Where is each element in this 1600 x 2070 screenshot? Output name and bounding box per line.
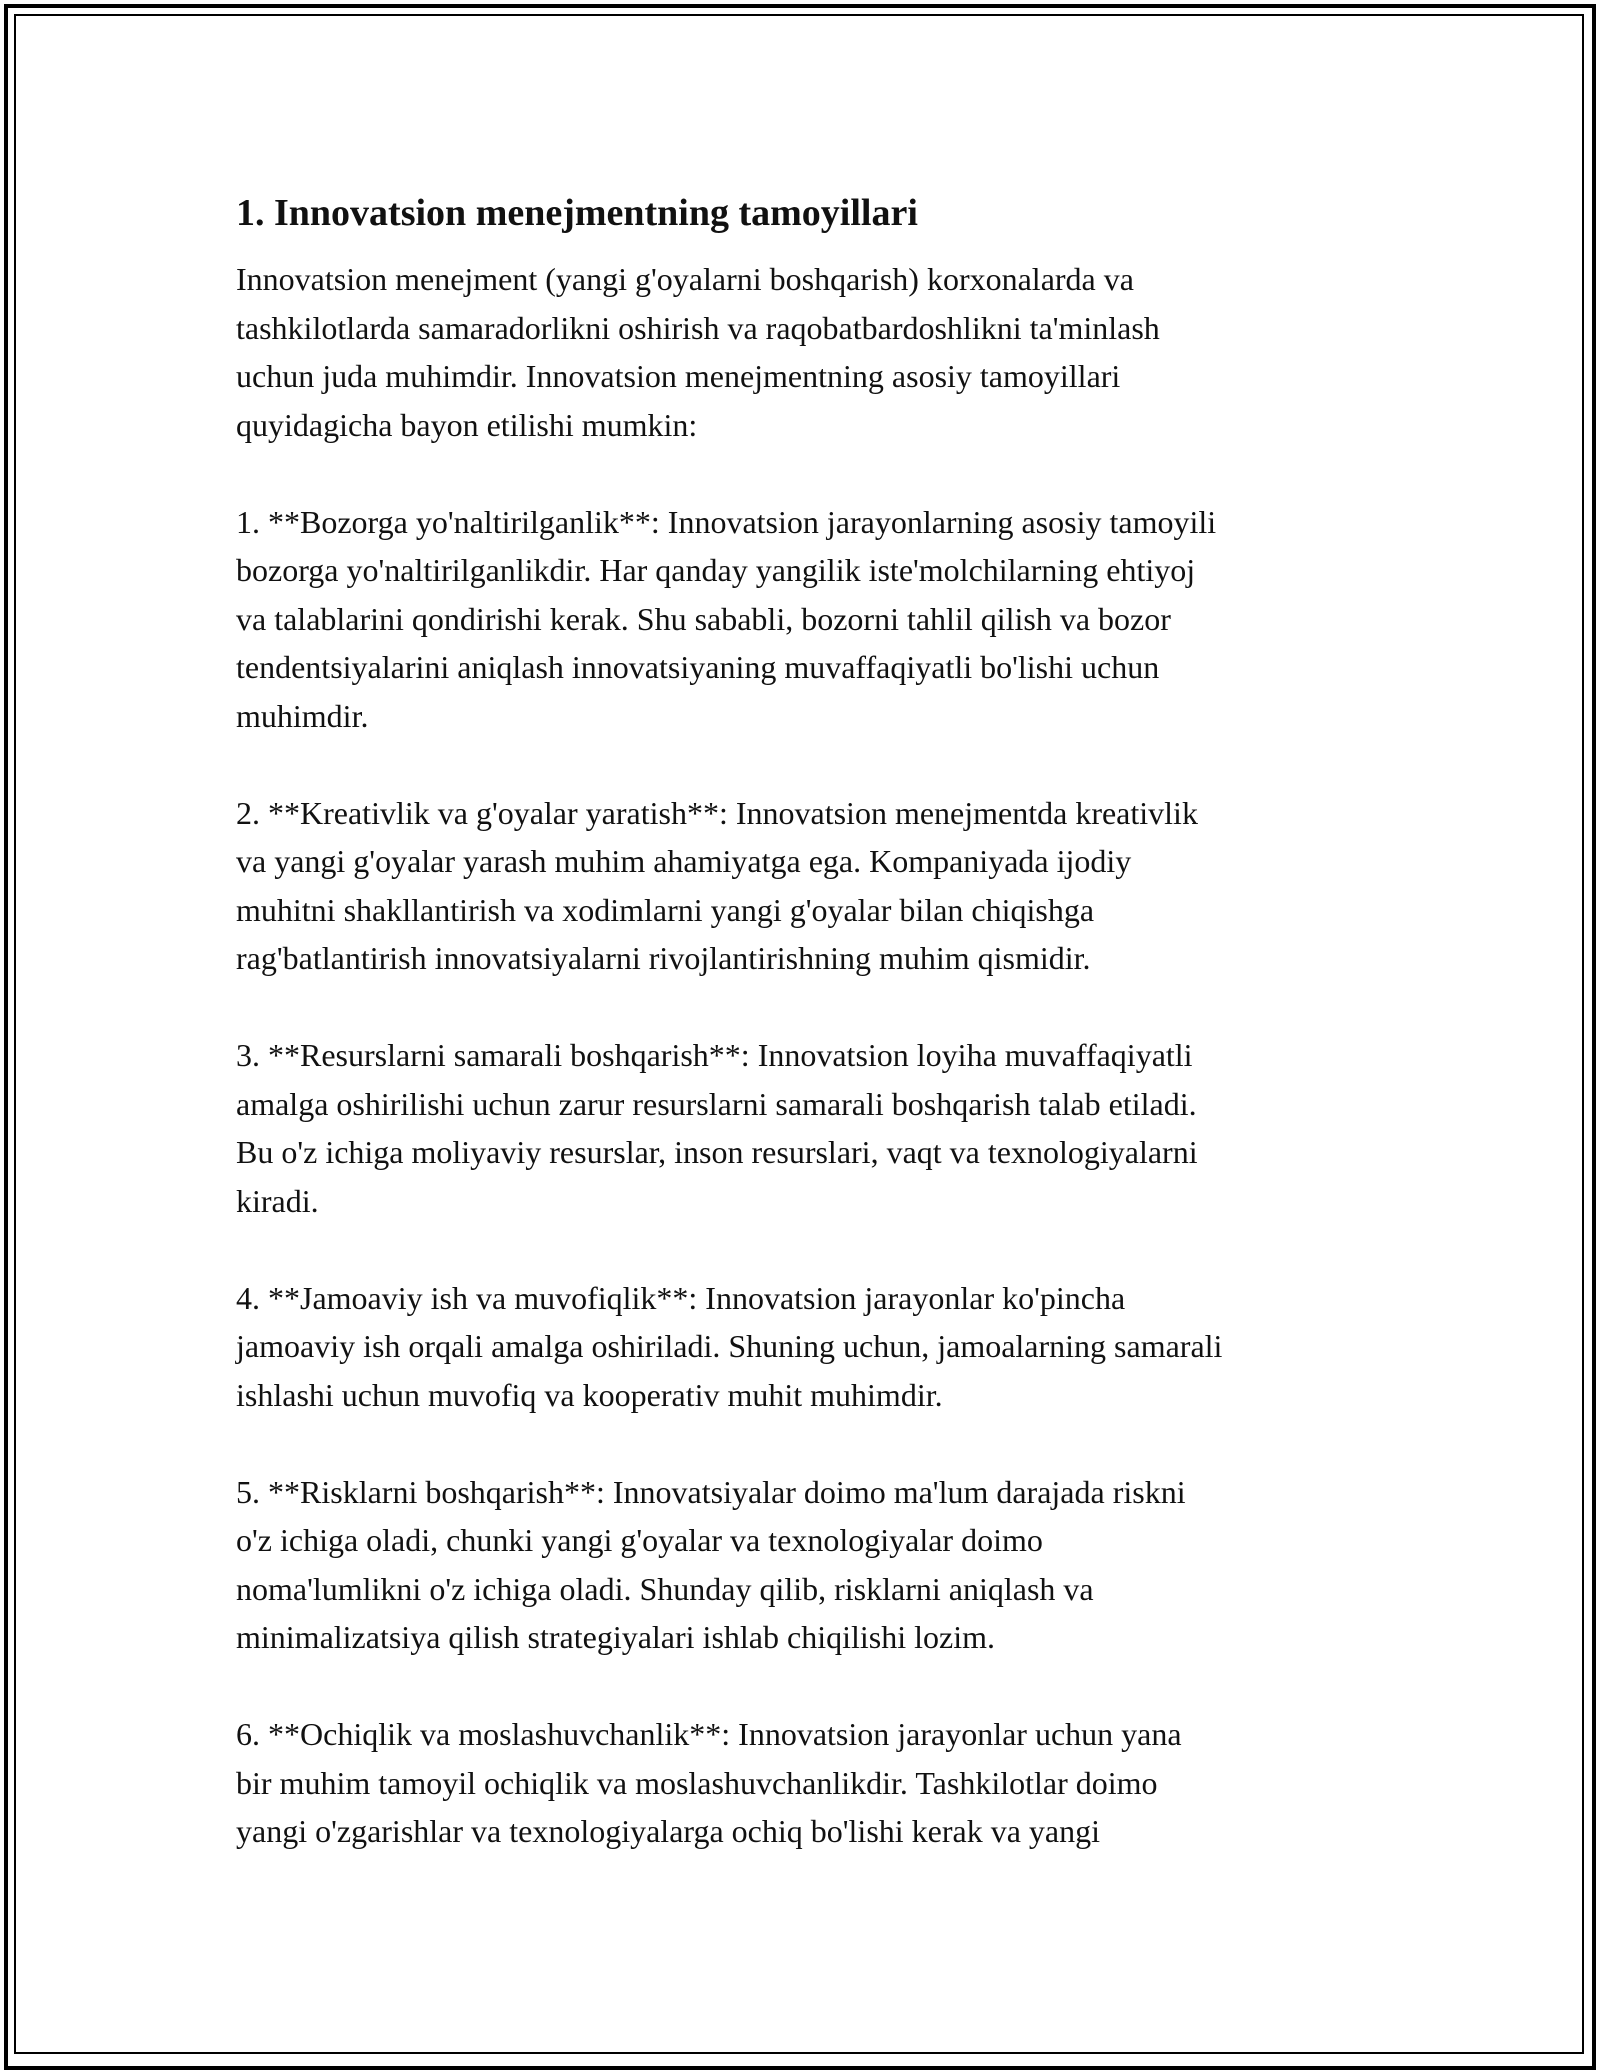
principle-item-6: 6. **Ochiqlik va moslashuvchanlik**: Innovatsion jarayonlar uchun yana bir muhim tamoyil ochiqlik va moslashuvchanlikdir. Tashkilotlar doimo yangi o'zgarishlar va texnologiyalarga ochiq bo'lishi kerak va yangi (236, 1716, 1182, 1849)
principle-item-5: 5. **Risklarni boshqarish**: Innovatsiyalar doimo ma'lum darajada riskni o'z ichiga oladi, chunki yangi g'oyalar va texnologiyalar doimo noma'lumlikni o'z ichiga oladi. Shunday qilib, risklarni aniqlash va minimalizatsiya qilish strategiyalari ishlab chiqilishi lozim. (236, 1473, 1186, 1655)
principle-item-4: 4. **Jamoaviy ish va muvofiqlik**: Innovatsion jarayonlar ko'pincha jamoaviy ish orqali amalga oshiriladi. Shuning uchun, jamoalarning samarali ishlashi uchun muvofiq va kooperativ muhit muhimdir. (236, 1279, 1223, 1413)
principle-item-2: 2. **Kreativlik va g'oyalar yaratish**: Innovatsion menejmentda kreativlik va yangi g'oyalar yarash muhim ahamiyatga ega. Kompaniyada ijodiy muhitni shakllantirish va xodimlarni yangi g'oyalar bilan chiqishga rag'batlantirish innovatsiyalarni rivojlantirishning muhim qismidir. (236, 794, 1198, 976)
principle-item-3: 3. **Resurslarni samarali boshqarish**: Innovatsion loyiha muvaffaqiyatli amalga oshirilishi uchun zarur resurslarni samarali boshqarish talab etiladi. Bu o'z ichiga moliyaviy resurslar, inson resurslari, vaqt va texnologiyalarni kiradi. (236, 1037, 1198, 1219)
document-body (236, 185, 1396, 1904)
principle-item-1: 1. **Bozorga yo'naltirilganlik**: Innovatsion jarayonlarning asosiy tamoyili bozorga yo'naltirilganlikdir. Har qanday yangilik iste'molchilarning ehtiyoj va talablarini qondirishi kerak. Shu sababli, bozorni tahlil qilish va bozor tendentsiyalarini aniqlash innovatsiyaning muvaffaqiyatli bo'lishi uchun muhimdir. (236, 503, 1217, 734)
document-title: 1. Innovatsion menejmentning tamoyillari (236, 192, 918, 234)
intro-paragraph: Innovatsion menejment (yangi g'oyalarni boshqarish) korxonalarda va tashkilotlarda samaradorlikni oshirish va raqobatbardoshlikni ta'minlash uchun juda muhimdir. Innovatsion menejmentning asosiy tamoyillari quyidagicha bayon etilishi mumkin: (236, 261, 1160, 443)
